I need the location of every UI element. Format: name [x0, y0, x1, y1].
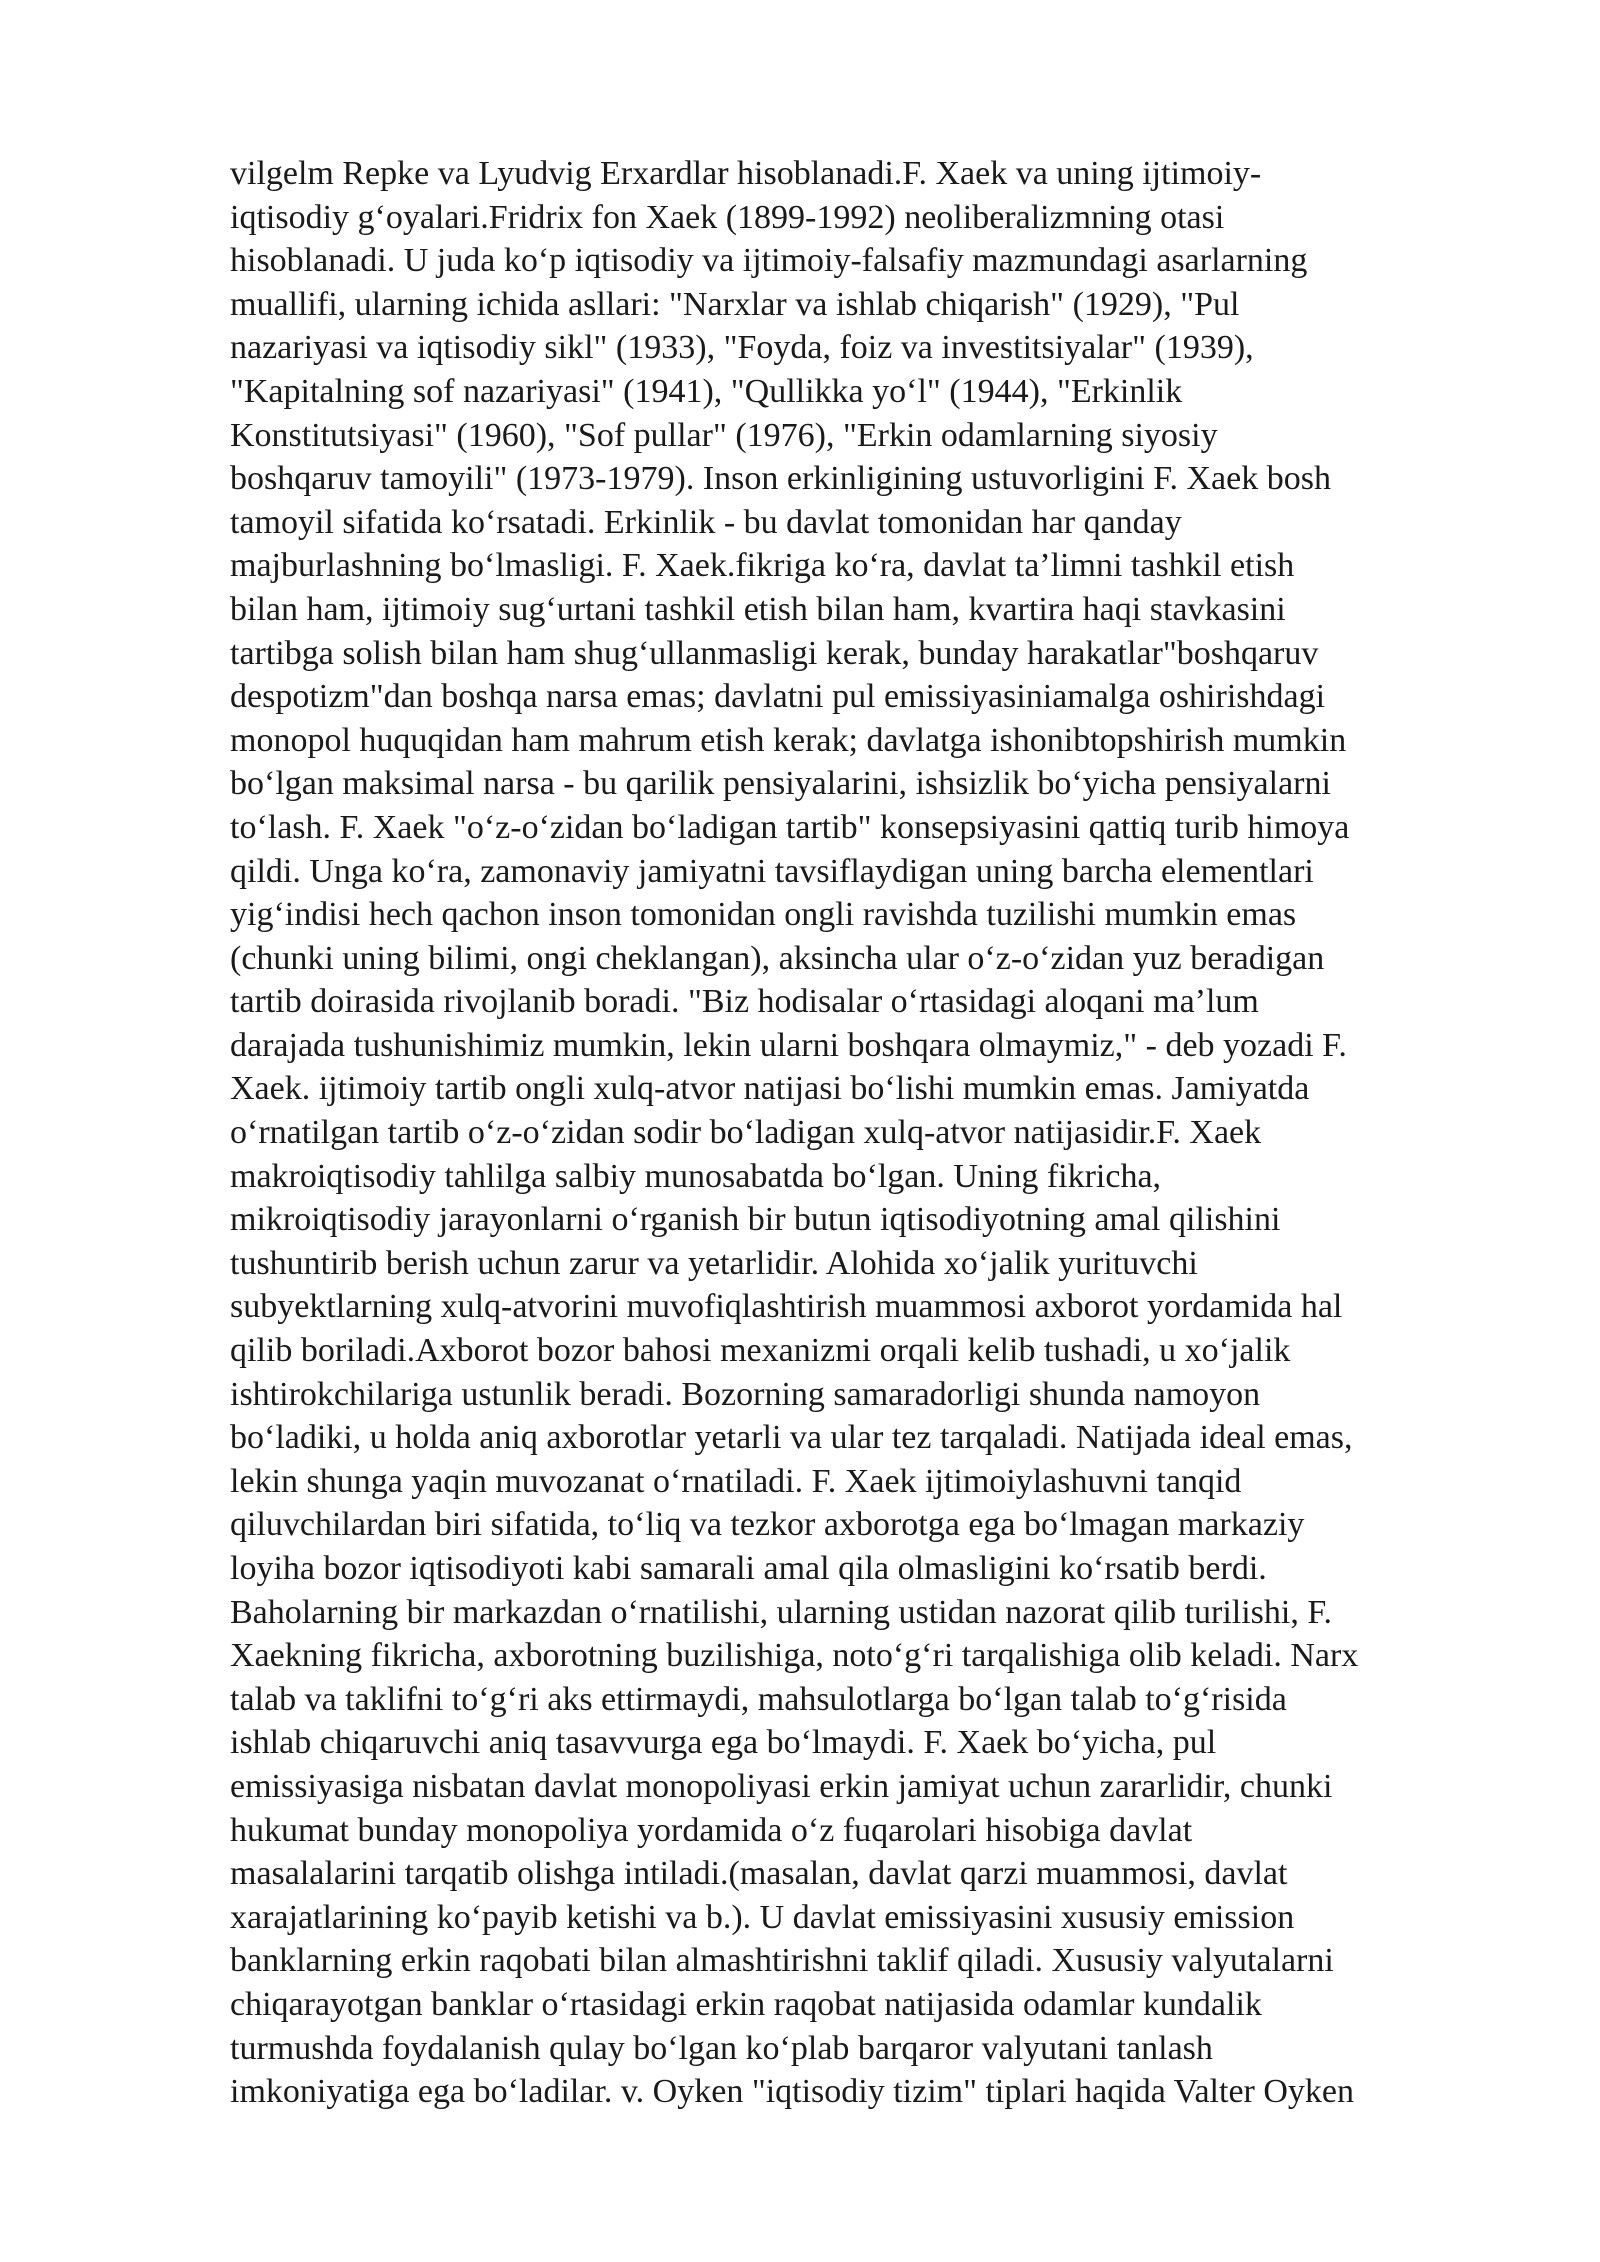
text-line: tamoyil sifatida ko‘rsatadi. Erkinlik - bu davlat tomonidan har qanday [230, 503, 1182, 541]
text-line: makroiqtisodiy tahlilga salbiy munosabatda bo‘lgan. Uning fikricha, [230, 1157, 1162, 1195]
text-line: boshqaruv tamoyili" (1973-1979). Inson erkinligining ustuvorligini F. Xaek bosh [230, 460, 1331, 498]
text-line: yig‘indisi hech qachon inson tomonidan ongli ravishda tuzilishi mumkin emas [230, 896, 1297, 934]
text-line: hukumat bunday monopoliya yordamida o‘z fuqarolari hisobiga davlat [230, 1811, 1193, 1849]
text-line: tushuntirib berish uchun zarur va yetarlidir. Alohida xo‘jalik yurituvchi [230, 1244, 1198, 1282]
text-line: bo‘ladiki, u holda aniq axborotlar yetarli va ular tez tarqaladi. Natijada ideal emas, [230, 1419, 1353, 1457]
text-line: iqtisodiy g‘oyalari.Fridrix fon Xaek (1899-1992) neoliberalizmning otasi [230, 198, 1225, 236]
text-line: ishtirokchilariga ustunlik beradi. Bozorning samaradorligi shunda namoyon [230, 1375, 1261, 1413]
text-line: banklarning erkin raqobati bilan almashtirishni taklif qiladi. Xususiy valyutalarni [230, 1942, 1334, 1980]
text-line: bilan ham, ijtimoiy sug‘urtani tashkil etish bilan ham, kvartira haqi stavkasini [230, 590, 1286, 628]
text-line: o‘rnatilgan tartib o‘z-o‘zidan sodir bo‘ladigan xulq-atvor natijasidir.F. Xaek [230, 1114, 1262, 1152]
text-line: bo‘lgan maksimal narsa - bu qarilik pensiyalarini, ishsizlik bo‘yicha pensiyalarni [230, 765, 1331, 803]
text-line: Xaek. ijtimoiy tartib ongli xulq-atvor natijasi bo‘lishi mumkin emas. Jamiyatda [230, 1070, 1310, 1108]
text-line: imkoniyatiga ega bo‘ladilar. v. Oyken "iqtisodiy tizim" tiplari haqida Valter Oyken [230, 2073, 1355, 2111]
text-line: muallifi, ularning ichida asllari: "Narxlar va ishlab chiqarish" (1929), "Pul [230, 285, 1240, 323]
text-line: subyektlarning xulq-atvorini muvofiqlashtirish muammosi axborot yordamida hal [230, 1288, 1343, 1326]
text-line: "Kapitalning sof nazariyasi" (1941), "Qullikka yo‘l" (1944), "Erkinlik [230, 372, 1183, 410]
text-line: ishlab chiqaruvchi aniq tasavvurga ega bo‘lmaydi. F. Xaek bo‘yicha, pul [230, 1724, 1217, 1762]
text-line: Baholarning bir markazdan o‘rnatilishi, ularning ustidan nazorat qilib turilishi, F. [230, 1593, 1333, 1631]
text-line: Xaekning fikricha, axborotning buzilishiga, noto‘g‘ri tarqalishiga olib keladi. Narx [230, 1637, 1359, 1675]
text-line: tartibga solish bilan ham shug‘ullanmasligi kerak, bunday harakatlar"boshqaruv [230, 634, 1319, 672]
text-line: vilgelm Repke va Lyudvig Erxardlar hisoblanadi.F. Xaek va uning ijtimoiy- [230, 155, 1262, 192]
text-line: emissiyasiga nisbatan davlat monopoliyasi erkin jamiyat uchun zararlidir, chunki [230, 1767, 1333, 1805]
text-line: xarajatlarining ko‘payib ketishi va b.). U davlat emissiyasini xususiy emission [230, 1898, 1295, 1936]
text-line: talab va taklifni to‘g‘ri aks ettirmaydi, mahsulotlarga bo‘lgan talab to‘g‘risida [230, 1680, 1287, 1718]
text-line: masalalarini tarqatib olishga intiladi.(masalan, davlat qarzi muammosi, davlat [230, 1855, 1288, 1893]
text-line: qilib boriladi.Axborot bozor bahosi mexanizmi orqali kelib tushadi, u xo‘jalik [230, 1332, 1291, 1370]
text-line: qildi. Unga ko‘ra, zamonaviy jamiyatni tavsiflaydigan uning barcha elementlari [230, 852, 1314, 890]
text-line: loyiha bozor iqtisodiyoti kabi samarali amal qila olmasligini ko‘rsatib berdi. [230, 1550, 1267, 1587]
text-line: nazariyasi va iqtisodiy sikl" (1933), "Foyda, foiz va investitsiyalar" (1939), [230, 329, 1254, 367]
text-line: Konstitutsiyasi" (1960), "Sof pullar" (1976), "Erkin odamlarning siyosiy [230, 416, 1218, 454]
text-line: lekin shunga yaqin muvozanat o‘rnatiladi. F. Xaek ijtimoiylashuvni tanqid [230, 1462, 1242, 1500]
text-line: majburlashning bo‘lmasligi. F. Xaek.fikriga ko‘ra, davlat ta’limni tashkil etish [230, 547, 1295, 585]
text-line: turmushda foydalanish qulay bo‘lgan ko‘plab barqaror valyutani tanlash [230, 2029, 1213, 2067]
text-line: tartib doirasida rivojlanib boradi. "Biz hodisalar o‘rtasidagi aloqani ma’lum [230, 983, 1259, 1021]
text-line: darajada tushunishimiz mumkin, lekin ularni boshqara olmaymiz," - deb yozadi F. [230, 1026, 1347, 1064]
text-line: monopol huquqidan ham mahrum etish kerak; davlatga ishonibtopshirish mumkin [230, 721, 1347, 759]
text-line: chiqarayotgan banklar o‘rtasidagi erkin raqobat natijasida odamlar kundalik [230, 1985, 1262, 2023]
body-text [230, 152, 1530, 2114]
text-line: hisoblanadi. U juda ko‘p iqtisodiy va ijtimoiy-falsafiy mazmundagi asarlarning [230, 242, 1308, 280]
text-line: (chunki uning bilimi, ongi cheklangan), aksincha ular o‘z-o‘zidan yuz beradigan [230, 939, 1325, 977]
text-line: qiluvchilardan biri sifatida, to‘liq va tezkor axborotga ega bo‘lmagan markaziy [230, 1506, 1305, 1544]
text-line: mikroiqtisodiy jarayonlarni o‘rganish bir butun iqtisodiyotning amal qilishini [230, 1201, 1281, 1239]
text-line: despotizm"dan boshqa narsa emas; davlatni pul emissiyasiniamalga oshirishdagi [230, 678, 1326, 716]
text-line: to‘lash. F. Xaek "o‘z-o‘zidan bo‘ladigan tartib" konsepsiyasini qattiq turib himoya [230, 808, 1350, 846]
